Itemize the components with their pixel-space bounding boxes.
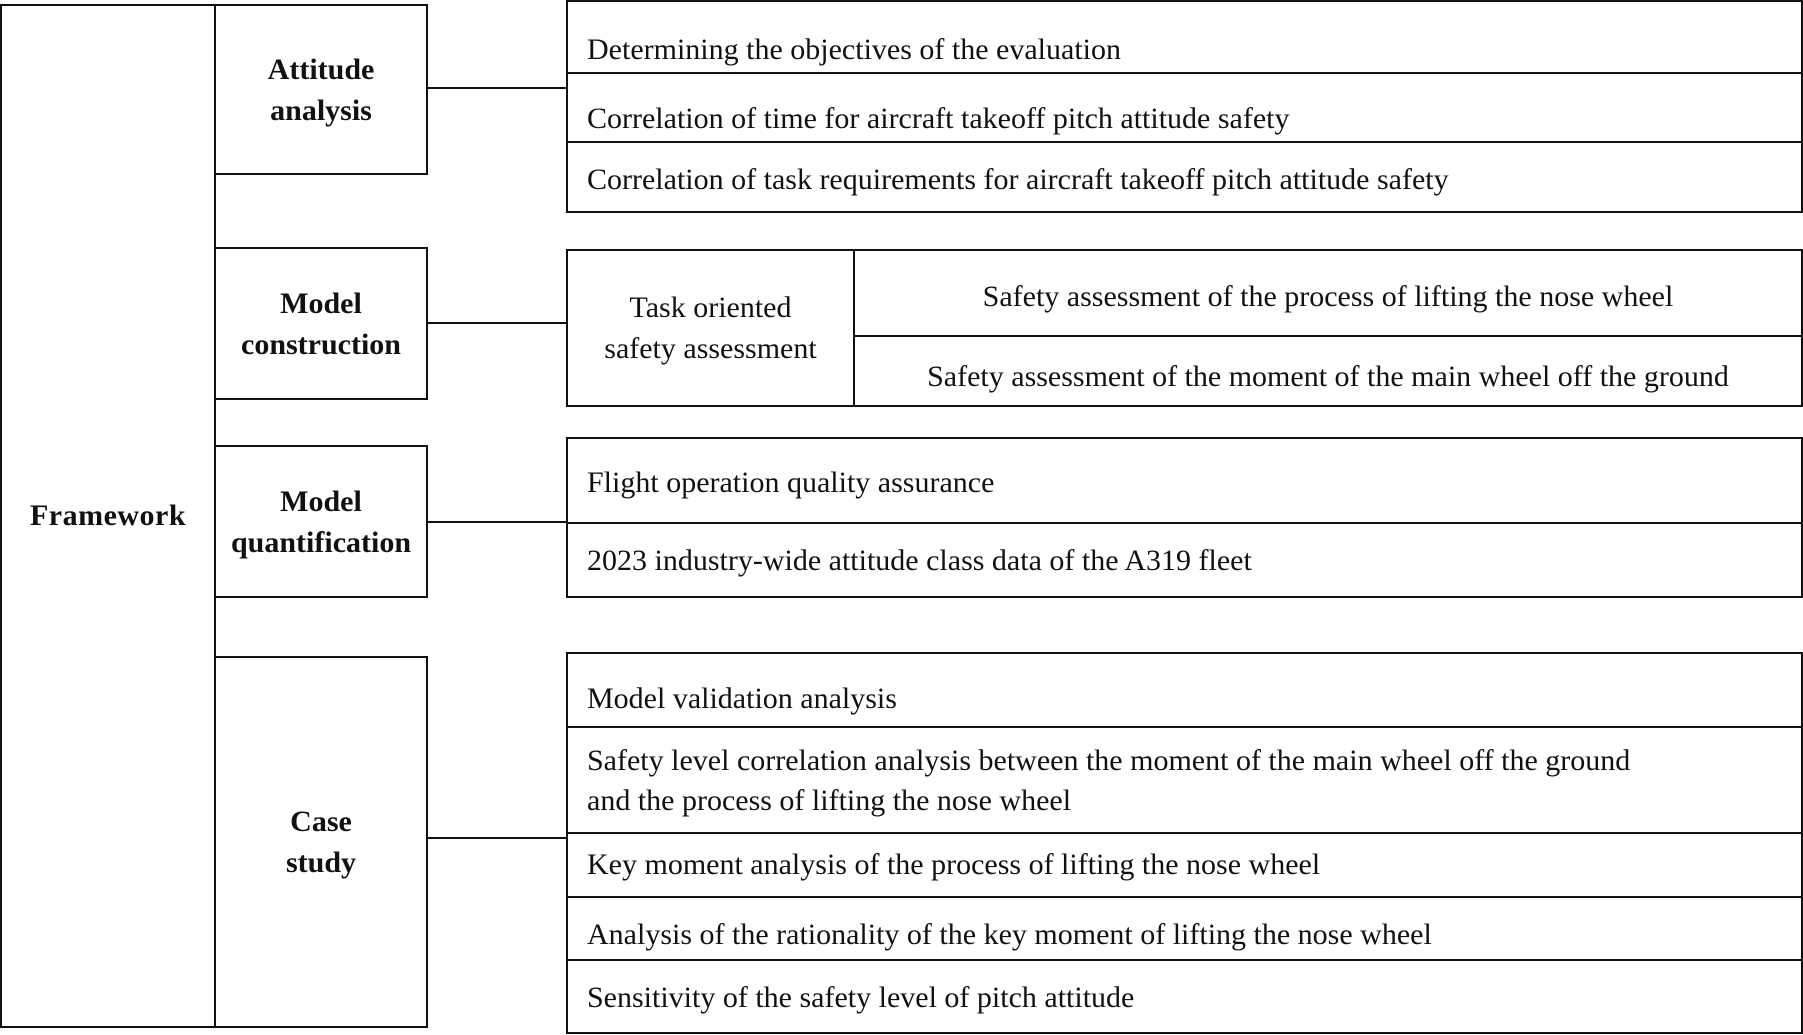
divider [568,832,1801,834]
divider [568,72,1801,74]
connector-model-quantification [426,521,568,523]
divider [568,141,1801,143]
item: Sensitivity of the safety level of pitch attitude [587,981,1135,1014]
stage-label-line2: construction [241,327,401,361]
stage-label-line1: Attitude [267,52,375,86]
stage-model-quantification [214,445,428,598]
divider [568,896,1801,898]
item: 2023 industry-wide attitude class data of the A319 fleet [587,544,1252,577]
root-box [0,4,216,1028]
item: Correlation of task requirements for aircraft takeoff pitch attitude safety [587,163,1449,196]
divider [855,335,1801,337]
item: Correlation of time for aircraft takeoff pitch attitude safety [587,102,1290,135]
root-label: Framework [29,499,187,532]
stage-label-line1: Model [280,286,362,320]
task-oriented-group [568,251,855,405]
connector-case-study [426,837,568,839]
items-model-construction [566,249,1803,407]
item: Analysis of the rationality of the key moment of lifting the nose wheel [587,918,1432,951]
item: Determining the objectives of the evaluation [587,33,1121,66]
item: Model validation analysis [587,682,897,715]
items-attitude-analysis [566,0,1803,213]
stage-model-construction [214,247,428,400]
items-case-study [566,652,1803,1034]
stage-label-line2: analysis [270,93,372,127]
divider [568,522,1801,524]
stage-label-line1: Case [290,805,352,838]
item: Flight operation quality assurance [587,466,995,499]
divider [568,726,1801,728]
stage-label-line1: Model [280,484,362,518]
item: Safety level correlation analysis between the moment of the main wheel off the ground [587,744,1631,777]
item: Key moment analysis of the process of lifting the nose wheel [587,848,1321,881]
connector-model-construction [426,322,568,324]
item: and the process of lifting the nose wheel [587,784,1072,817]
item: Safety assessment of the moment of the main wheel off the ground [927,360,1729,393]
items-model-quantification [566,437,1803,598]
stage-attitude-analysis [214,4,428,175]
connector-attitude [426,87,568,89]
group-label-line2: safety assessment [604,332,817,365]
item: Safety assessment of the process of lifting the nose wheel [982,280,1674,313]
stage-label-line2: study [285,846,357,879]
stage-case-study [214,656,428,1028]
group-label-line1: Task oriented [629,291,792,324]
divider [568,959,1801,961]
stage-label-line2: quantification [230,525,412,559]
